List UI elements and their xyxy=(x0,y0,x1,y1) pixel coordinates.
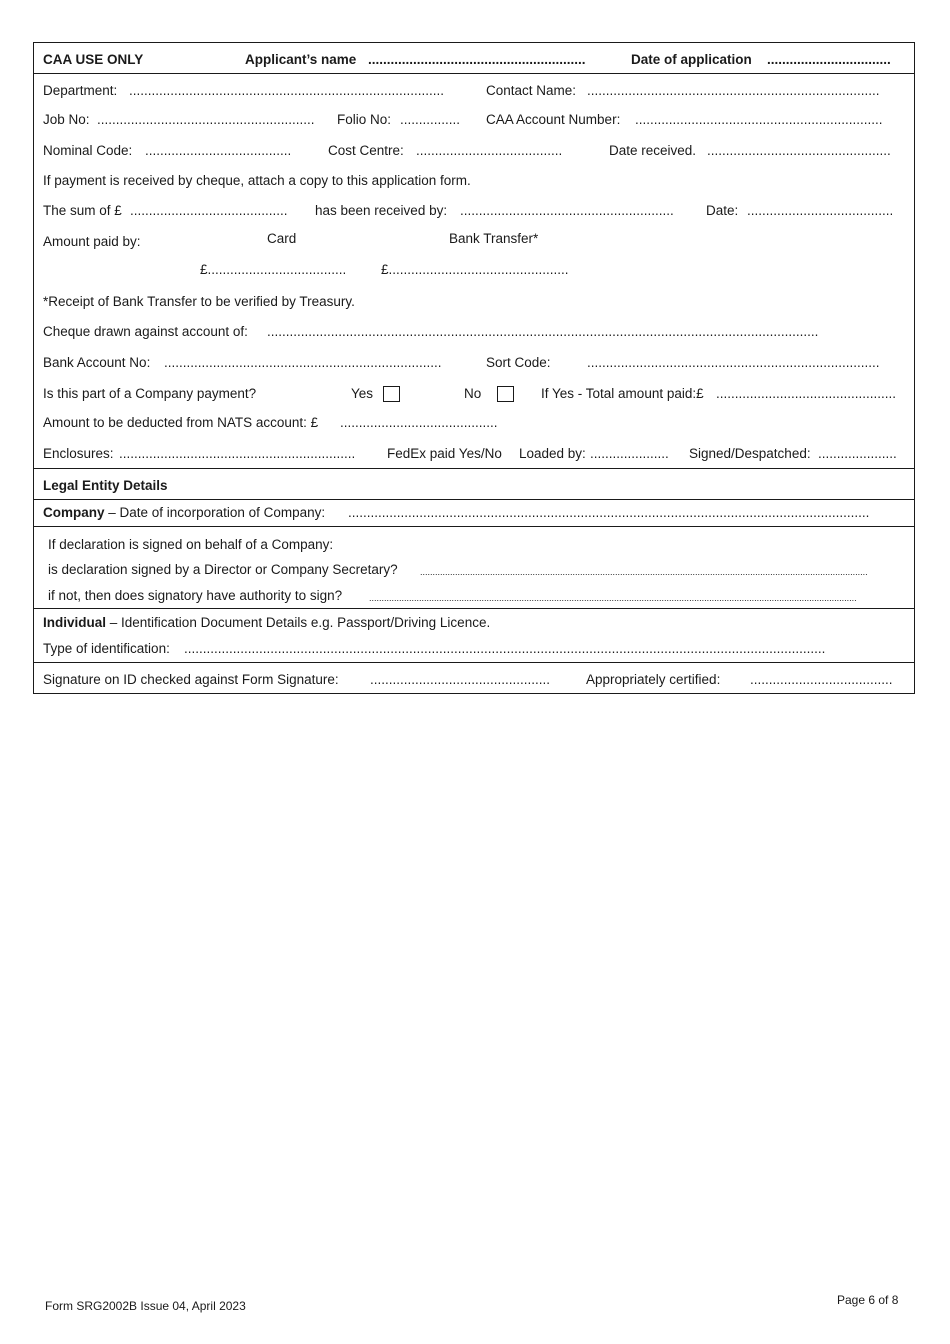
amount-paid-label: Amount paid by: xyxy=(43,234,141,250)
company-incorporation-text: – Date of incorporation of Company: xyxy=(104,504,326,520)
received-by-field[interactable]: ......................................................... xyxy=(460,203,674,219)
loaded-by-field[interactable]: ..................... xyxy=(590,445,669,461)
declaration-director-row xyxy=(34,555,914,581)
nominal-row xyxy=(34,135,914,165)
applicant-name-field[interactable]: .......................................................... xyxy=(368,52,586,67)
department-row xyxy=(34,74,914,104)
amount-fields-row xyxy=(34,256,914,286)
job-no-field[interactable]: .......................................................... xyxy=(97,112,315,128)
company-row xyxy=(34,500,914,526)
sum-label: The sum of £ xyxy=(43,203,122,219)
enclosures-row xyxy=(34,438,914,468)
company-payment-label: Is this part of a Company payment? xyxy=(43,385,257,401)
signature-field[interactable]: ................................................ xyxy=(370,671,551,687)
company-incorporation-label xyxy=(43,505,325,521)
fedex-label: FedEx paid Yes/No xyxy=(387,445,502,461)
applicant-name-label: Applicant’s name xyxy=(245,52,357,67)
card-label: Card xyxy=(267,231,297,247)
nats-label: Amount to be deducted from NATS account: £ xyxy=(43,415,319,431)
enclosures-field[interactable]: ............................................................... xyxy=(119,445,356,461)
form-id-footer: Form SRG2002B Issue 04, April 2023 xyxy=(45,1299,246,1313)
loaded-by-label: Loaded by: xyxy=(519,445,586,461)
date-of-application-field[interactable]: ................................. xyxy=(767,52,891,67)
bank-transfer-note-row xyxy=(34,286,914,316)
cheque-note: If payment is received by cheque, attach a copy to this application form. xyxy=(43,172,471,188)
folio-no-field[interactable]: ................ xyxy=(400,112,461,128)
caa-use-only-form xyxy=(33,42,915,694)
job-row xyxy=(34,104,914,134)
individual-row xyxy=(34,609,914,635)
sum-field[interactable]: .......................................... xyxy=(130,203,288,219)
certified-label: Appropriately certified: xyxy=(586,671,721,687)
caa-account-field[interactable]: .................................................................. xyxy=(635,112,883,128)
type-id-label: Type of identification: xyxy=(43,640,170,656)
yes-checkbox[interactable] xyxy=(383,386,400,402)
declaration-intro-row xyxy=(34,527,914,555)
received-by-label: has been received by: xyxy=(315,203,448,219)
company-incorporation-field[interactable]: ........................................................................................................................................... xyxy=(348,504,870,520)
page-number: Page 6 of 8 xyxy=(837,1293,899,1307)
caa-use-only-title: CAA USE ONLY xyxy=(43,52,144,67)
bank-account-field[interactable]: .......................................................................... xyxy=(164,354,442,370)
date-received-label: Date received. xyxy=(609,142,697,158)
company-section xyxy=(34,499,914,526)
company-payment-row xyxy=(34,377,914,407)
department-field[interactable]: .................................................................................... xyxy=(129,83,445,98)
signature-label: Signature on ID checked against Form Signature: xyxy=(43,671,339,687)
declaration-authority-label: if not, then does signatory have authority to sign? xyxy=(48,587,343,603)
declaration-director-label: is declaration signed by a Director or Company Secretary? xyxy=(48,561,398,577)
cheque-account-row xyxy=(34,316,914,346)
declaration-director-field[interactable]: ................................................................................................................................................................................... xyxy=(420,566,868,577)
no-checkbox[interactable] xyxy=(497,386,514,402)
cheque-account-label: Cheque drawn against account of: xyxy=(43,324,248,340)
nominal-code-field[interactable]: ....................................... xyxy=(145,142,292,158)
individual-text: – Identification Document Details e.g. Passport/Driving Licence. xyxy=(106,614,491,630)
yes-label: Yes xyxy=(351,385,374,401)
job-no-label: Job No: xyxy=(43,112,90,128)
signed-despatched-label: Signed/Despatched: xyxy=(689,445,811,461)
signed-despatched-field[interactable]: ..................... xyxy=(818,445,897,461)
individual-bold-label: Individual xyxy=(43,614,107,630)
office-section xyxy=(34,73,914,468)
sum-row xyxy=(34,195,914,225)
company-bold-label: Company xyxy=(43,504,105,520)
department-label: Department: xyxy=(43,83,118,98)
cost-centre-field[interactable]: ....................................... xyxy=(416,142,563,158)
amount-paid-row xyxy=(34,225,914,255)
card-amount-field[interactable]: £..................................... xyxy=(200,261,347,277)
cost-centre-label: Cost Centre: xyxy=(328,142,404,158)
cheque-account-field[interactable]: ................................................................................................................................................... xyxy=(267,324,819,340)
date-received-field[interactable]: ................................................. xyxy=(707,142,891,158)
declaration-section xyxy=(34,526,914,608)
header-row xyxy=(34,43,914,73)
individual-section xyxy=(34,608,914,662)
contact-name-label: Contact Name: xyxy=(486,83,577,98)
declaration-intro: If declaration is signed on behalf of a Company: xyxy=(48,536,334,552)
signature-row xyxy=(34,663,914,693)
nats-field[interactable]: .......................................... xyxy=(340,415,498,431)
header-section xyxy=(34,43,914,73)
total-amount-field[interactable]: ................................................ xyxy=(716,385,897,401)
nats-row xyxy=(34,407,914,437)
signature-section xyxy=(34,662,914,693)
date-label: Date: xyxy=(706,203,739,219)
sort-code-field[interactable]: .............................................................................. xyxy=(587,354,880,370)
type-id-field[interactable]: ........................................................................................................................................................................... xyxy=(184,640,826,656)
bank-transfer-amount-field[interactable]: £................................................ xyxy=(381,261,569,277)
certified-field[interactable]: ...................................... xyxy=(750,671,893,687)
contact-name-field[interactable]: .............................................................................. xyxy=(587,83,880,98)
individual-label xyxy=(43,615,490,631)
legal-entity-heading: Legal Entity Details xyxy=(43,477,168,493)
bank-account-row xyxy=(34,347,914,377)
folio-no-label: Folio No: xyxy=(337,112,392,128)
nominal-code-label: Nominal Code: xyxy=(43,142,133,158)
bank-transfer-label: Bank Transfer* xyxy=(449,231,539,247)
sort-code-label: Sort Code: xyxy=(486,354,551,370)
legal-entity-heading-row xyxy=(34,469,914,499)
bank-account-label: Bank Account No: xyxy=(43,354,151,370)
no-label: No xyxy=(464,385,482,401)
enclosures-label: Enclosures: xyxy=(43,445,114,461)
date-field[interactable]: ....................................... xyxy=(747,203,894,219)
cheque-note-row xyxy=(34,165,914,195)
date-of-application-label: Date of application xyxy=(631,52,752,67)
legal-entity-heading-section xyxy=(34,468,914,499)
caa-account-label: CAA Account Number: xyxy=(486,112,621,128)
total-amount-label: If Yes - Total amount paid:£ xyxy=(541,385,704,401)
declaration-authority-field[interactable]: ................................................................................................................................................................................................... xyxy=(369,592,857,603)
type-id-row xyxy=(34,635,914,662)
bank-transfer-note: *Receipt of Bank Transfer to be verified by Treasury. xyxy=(43,294,355,310)
declaration-authority-row xyxy=(34,581,914,608)
